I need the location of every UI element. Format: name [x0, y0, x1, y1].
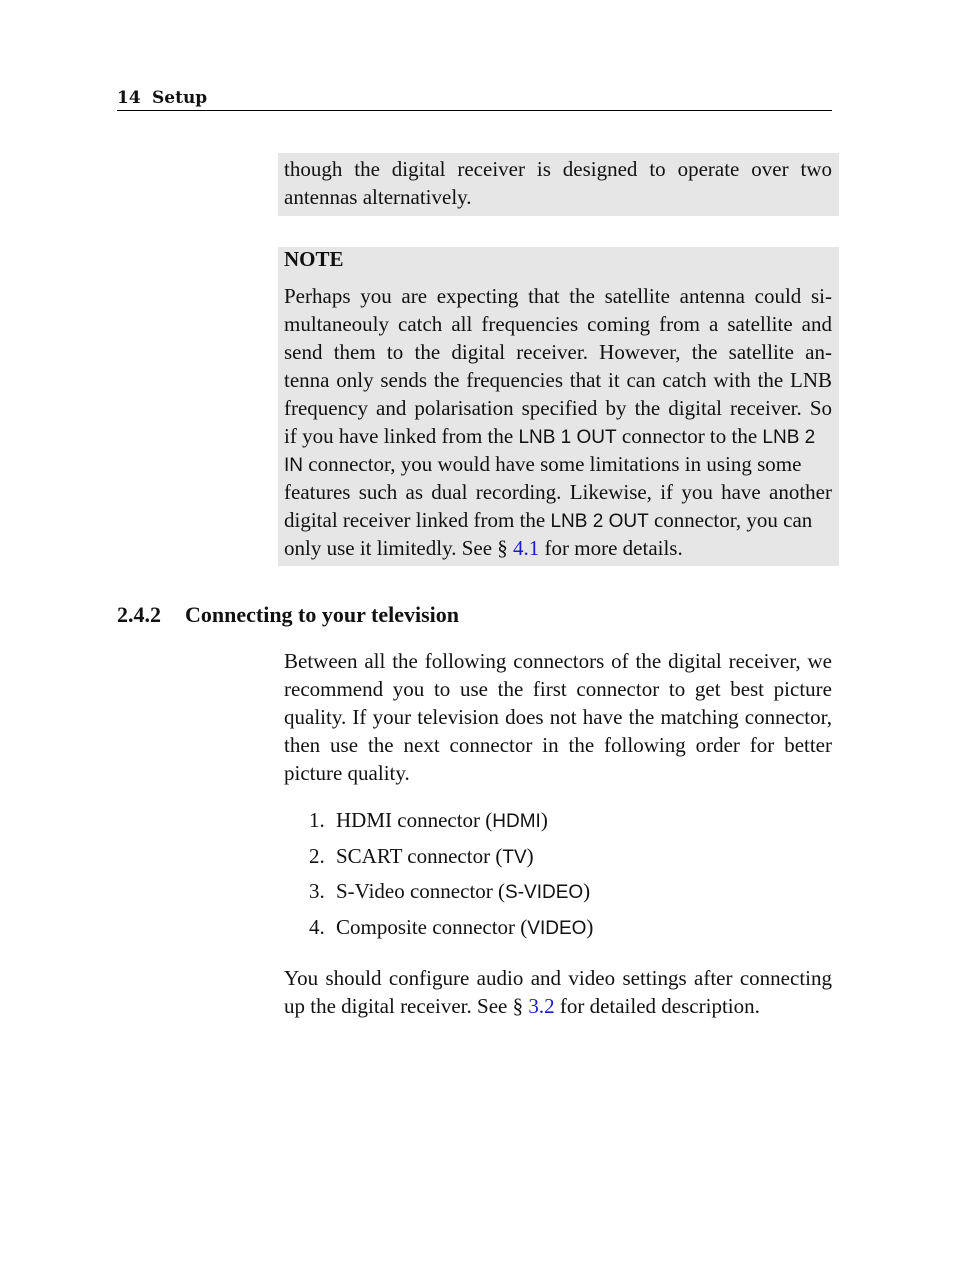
note-line: multaneouly catch all frequencies coming from a satellite and [284, 312, 832, 336]
note-line: send them to the digital receiver. However, the satellite an- [284, 340, 832, 364]
chapter-title: Setup [152, 88, 208, 108]
list-close-paren: ) [526, 844, 534, 868]
connector-label: S-VIDEO [505, 882, 584, 903]
continuation-line-2: antennas alternatively. [284, 185, 472, 209]
intro-line: picture quality. [284, 761, 410, 785]
section-link-4-1[interactable]: 4.1 [513, 536, 540, 560]
list-item [309, 879, 590, 904]
connector-label-lnb2-in-cont: IN [284, 455, 303, 476]
note-line: frequency and polarisation specified by the digital receiver. So [284, 396, 832, 420]
section-title: Connecting to your television [185, 602, 459, 627]
connector-label-lnb2-out: LNB 2 OUT [550, 511, 649, 532]
list-number: 3. [309, 879, 325, 903]
connector-label: HDMI [492, 811, 541, 832]
list-text: SCART connector ( [336, 844, 503, 868]
list-number: 2. [309, 844, 325, 868]
note-line: tenna only sends the frequencies that it can catch with the LNB [284, 368, 832, 392]
note-text: if you have linked from the [284, 424, 519, 448]
intro-line: then use the next connector in the following order for better [284, 733, 832, 757]
list-close-paren: ) [583, 879, 591, 903]
list-number: 1. [309, 808, 325, 832]
list-text: Composite connector ( [336, 915, 528, 939]
intro-line: Between all the following connectors of the digital receiver, we [284, 649, 832, 673]
intro-line: quality. If your television does not have the matching connector, [284, 705, 832, 729]
section-number: 2.4.2 [117, 602, 161, 627]
note-line [284, 422, 832, 450]
list-text: S-Video connector ( [336, 879, 506, 903]
note-line [284, 450, 832, 478]
note-text: connector, you can [648, 508, 813, 532]
note-title: NOTE [284, 247, 344, 271]
connector-label: VIDEO [527, 918, 587, 939]
list-close-paren: ) [540, 808, 548, 832]
list-text: HDMI connector ( [336, 808, 493, 832]
page-number: 14 [117, 88, 141, 108]
note-line [284, 534, 832, 562]
outro-text: up the digital receiver. See § [284, 994, 529, 1018]
note-text: connector to the [616, 424, 763, 448]
intro-line: recommend you to use the first connector to get best picture [284, 677, 832, 701]
list-item [309, 915, 593, 940]
list-item [309, 844, 534, 869]
section-link-3-2[interactable]: 3.2 [528, 994, 555, 1018]
list-close-paren: ) [586, 915, 594, 939]
note-line: features such as dual recording. Likewise, if you have another [284, 480, 832, 504]
note-text: digital receiver linked from the [284, 508, 551, 532]
running-header [117, 86, 832, 111]
note-text: connector, you would have some limitations in using some [303, 452, 802, 476]
note-text: only use it limitedly. See § [284, 536, 514, 560]
note-line [284, 506, 832, 534]
outro-line: You should configure audio and video settings after connecting [284, 966, 832, 990]
note-line: Perhaps you are expecting that the satellite antenna could si- [284, 284, 832, 308]
list-item [309, 808, 548, 833]
connector-label-lnb2-in: LNB 2 [762, 427, 816, 448]
continuation-line-1: though the digital receiver is designed to operate over two [284, 157, 832, 181]
connector-label: TV [502, 847, 527, 868]
connector-label-lnb1-out: LNB 1 OUT [518, 427, 617, 448]
outro-text: for detailed description. [554, 994, 760, 1018]
list-number: 4. [309, 915, 325, 939]
outro-line [284, 992, 832, 1020]
note-text: for more details. [539, 536, 683, 560]
